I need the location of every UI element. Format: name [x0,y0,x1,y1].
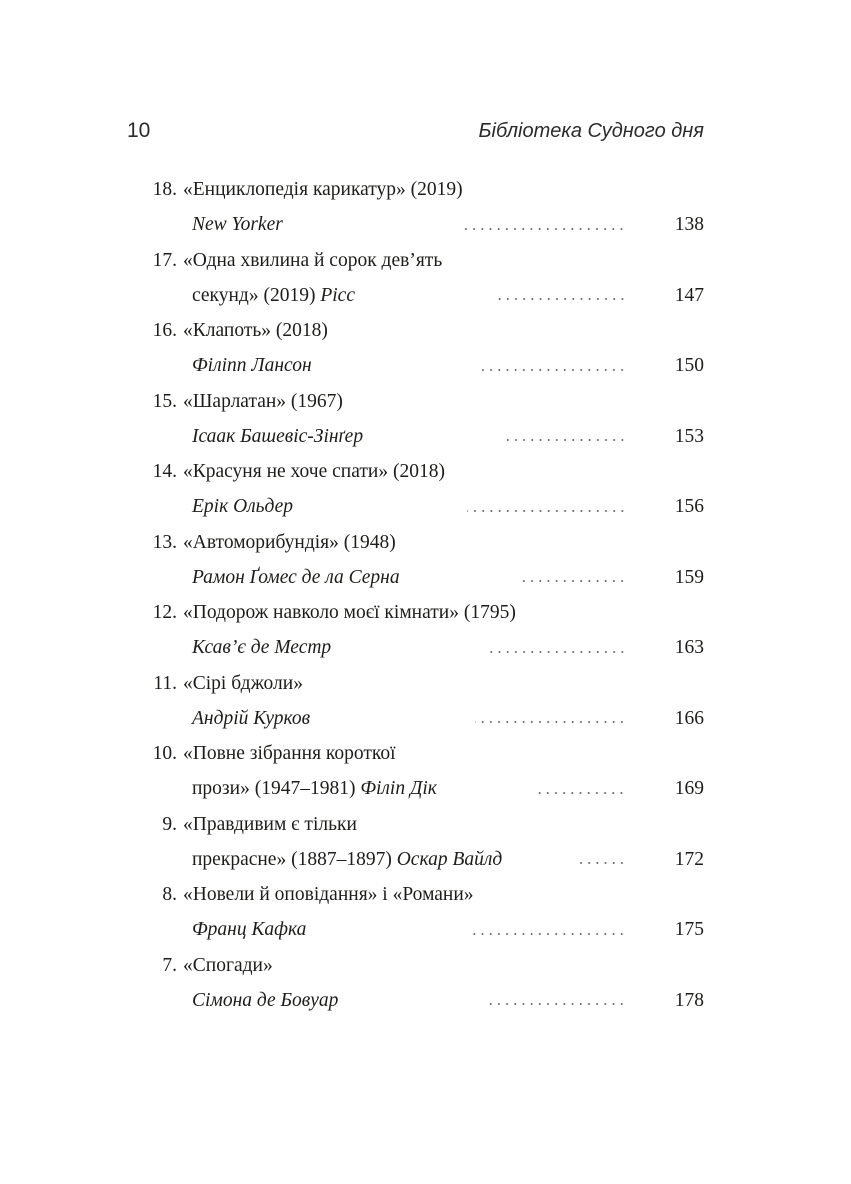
entry-title-continued: прози» (1947–1981) [192,778,361,799]
entry-title: «Новели й оповідання» і «Романи» [183,884,474,905]
dot-leader [498,298,627,300]
toc-entry[interactable] [127,243,704,314]
entry-title: «Подорож навколо моєї кімнати» (1795) [183,602,516,623]
toc-entry[interactable] [127,666,704,737]
entry-author: New Yorker [192,214,283,235]
entry-page: 159 [674,566,704,588]
entry-title-continued: секунд» (2019) [192,284,321,306]
entry-author: Оскар Вайлд [396,848,503,870]
entry-number: 11. [153,672,177,694]
entry-title-continued: прекрасне» (1887–1897) [192,848,397,870]
entry-number: 18. [152,179,177,200]
entry-page: 147 [674,284,705,306]
entry-title: «Красуня не хоче спати» (2018) [183,461,445,482]
entry-title: «Спогади» [183,954,273,976]
entry-number: 12. [152,602,177,623]
dot-leader [538,792,626,794]
entry-number: 7. [162,954,177,976]
toc-entry[interactable] [127,172,704,243]
dot-leader [489,1003,626,1005]
entry-page: 172 [674,848,704,870]
toc-entry[interactable] [127,313,704,384]
entry-author: Рамон Ґомес де ла Серна [192,566,400,588]
entry-title: «Шарлатан» (1967) [183,390,343,412]
toc-entry[interactable] [127,384,704,455]
dot-leader [520,580,626,582]
entry-title: «Сірі бджоли» [183,672,303,694]
dot-leader [475,721,626,723]
entry-author: Андрій Курков [192,707,311,729]
entry-page: 178 [674,989,705,1011]
dot-leader [502,439,626,441]
running-header [127,116,704,146]
entry-number: 13. [152,531,177,553]
toc-entry[interactable] [127,525,704,596]
toc-entry[interactable] [127,595,704,666]
entry-page: 169 [674,778,704,799]
dot-leader [473,933,626,935]
book-title: Бібліотека Судного дня [478,120,704,142]
entry-title: «Одна хвилина й сорок дев’ять [183,249,443,271]
toc-entry[interactable] [127,948,704,1019]
entry-author: Філіп Дік [360,778,437,799]
entry-author: Ерік Ольдер [192,496,294,517]
entry-author: Сімона де Бовуар [192,989,339,1011]
toc-entry[interactable] [127,807,704,878]
dot-leader [476,369,626,371]
toc-entry[interactable] [127,736,704,807]
entry-page: 138 [674,214,704,235]
toc-entry[interactable] [127,877,704,948]
toc-entry[interactable] [127,454,704,525]
entry-number: 15. [152,390,177,412]
entry-title: «Правдивим є тільки [183,813,357,835]
entry-page: 153 [674,425,704,447]
dot-leader [467,510,626,512]
entry-author: Філіпп Лансон [192,355,312,376]
entry-author: Франц Кафка [192,919,307,940]
entry-number: 17. [152,249,177,271]
page-number: 10 [127,119,151,142]
dot-leader [576,862,626,864]
entry-page: 150 [674,355,704,376]
dot-leader [486,651,626,653]
entry-title: «Повне зібрання короткої [183,743,396,764]
entry-number: 14. [152,461,177,482]
entry-number: 16. [152,320,177,341]
entry-page: 175 [674,919,705,940]
entry-number: 10. [152,743,177,764]
entry-number: 9. [162,813,177,835]
entry-title: «Автоморибундія» (1948) [183,531,396,553]
entry-page: 163 [674,637,704,658]
entry-title: «Енциклопедія карикатур» (2019) [183,179,463,200]
entry-author: Рісс [320,284,355,306]
entry-number: 8. [162,884,177,905]
dot-leader [461,228,626,230]
entry-author: Ісаак Башевіс-Зінґер [192,425,364,447]
entry-page: 156 [674,496,705,517]
entry-author: Ксав’є де Местр [192,637,332,658]
table-of-contents [127,172,704,1018]
entry-title: «Клапоть» (2018) [183,320,328,341]
entry-page: 166 [674,707,705,729]
